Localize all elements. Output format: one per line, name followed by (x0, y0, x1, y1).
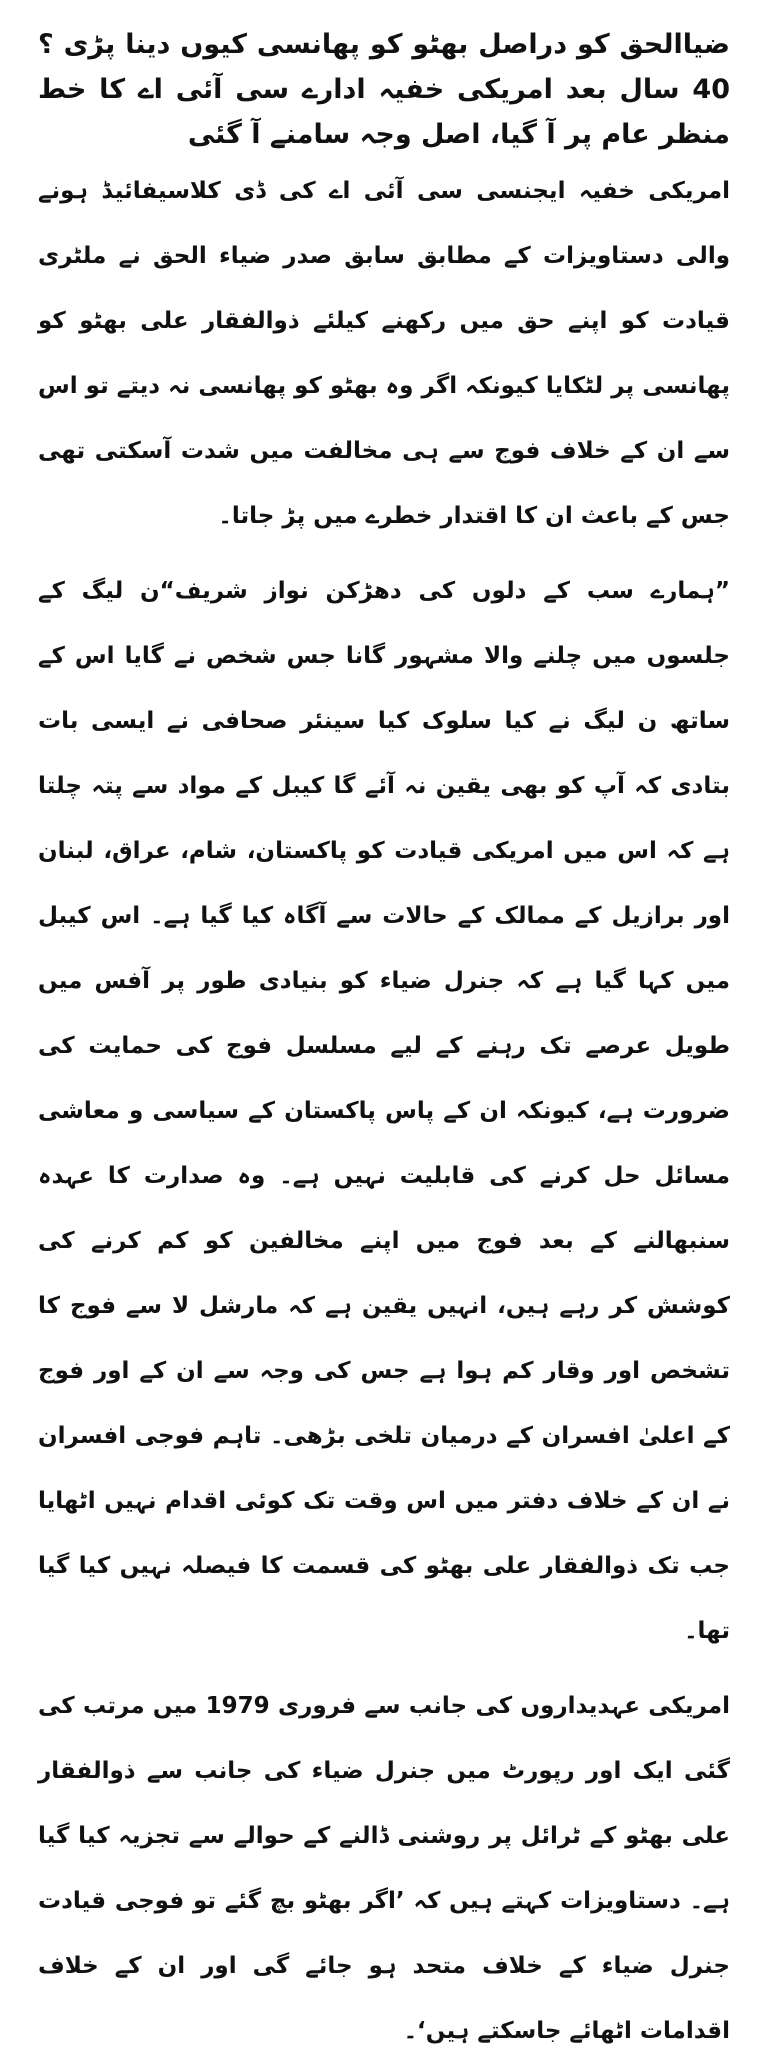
article-paragraph-1: امریکی خفیہ ایجنسی سی آئی اے کی ڈی کلاسیفائیڈ ہونے والی دستاویزات کے مطابق سابق صدر ضیاء الحق نے ملٹری قیادت کو اپنے حق میں رکھنے کیلئے ذوالفقار علی بھٹو کو پھانسی پر لٹکایا کیونکہ اگر وہ بھٹو کو پھانسی نہ دیتے تو اس سے ان کے خلاف فوج سے ہی مخالفت میں شدت آسکتی تھی جس کے باعث ان کا اقتدار خطرے میں پڑ جاتا۔ (38, 178, 730, 529)
article-headline: ضیاالحق کو دراصل بھٹو کو پھانسی کیوں دینا پڑی ؟40 سال بعد امریکی خفیہ ادارے سی آئی اے کا خط منظر عام پر آ گیا، اصل وجہ سامنے آ گئی (38, 29, 730, 150)
article-paragraph-3: امریکی عہدیداروں کی جانب سے فروری 1979 میں مرتب کی گئی ایک اور رپورٹ میں جنرل ضیاء کی جانب سے ذوالفقار علی بھٹو کے ٹرائل پر روشنی ڈالنے کے حوالے سے تجزیہ کیا گیا ہے۔ دستاویزات کہتے ہیں کہ ’اگر بھٹو بچ گئے تو فوجی قیادت جنرل ضیاء کے خلاف متحد ہو جائے گی اور ان کے خلاف اقدامات اٹھائے جاسکتے ہیں‘۔ (38, 1693, 730, 2044)
article (38, 22, 730, 2064)
article-paragraph-2: ”ہمارے سب کے دلوں کی دھڑکن نواز شریف“ن لیگ کے جلسوں میں چلنے والا مشہور گانا جس شخص نے گایا اس کے ساتھ ن لیگ نے کیا سلوک کیا سینئر صحافی نے ایسی بات بتادی کہ آپ کو بھی یقین نہ آئے گا کیبل کے مواد سے پتہ چلتا ہے کہ اس میں امریکی قیادت کو پاکستان، شام، عراق، لبنان اور برازیل کے ممالک کے حالات سے آگاہ کیا گیا ہے۔ اس کیبل میں کہا گیا ہے کہ جنرل ضیاء کو بنیادی طور پر آفس میں طویل عرصے تک رہنے کے لیے مسلسل فوج کی حمایت کی ضرورت ہے، کیونکہ ان کے پاس پاکستان کے سیاسی و معاشی مسائل حل کرنے کی قابلیت نہیں ہے۔ وہ صدارت کا عہدہ سنبھالنے کے بعد فوج میں اپنے مخالفین کو کم کرنے کی کوشش کر رہے ہیں، انہیں یقین ہے کہ مارشل لا سے فوج کا تشخص اور وقار کم ہوا ہے جس کی وجہ سے ان کے اور فوج کے اعلیٰ افسران کے درمیان تلخی بڑھی۔ تاہم فوجی افسران نے ان کے خلاف دفتر میں اس وقت تک کوئی اقدام نہیں اٹھایا جب تک ذوالفقار علی بھٹو کی قسمت کا فیصلہ نہیں کیا گیا تھا۔ (38, 578, 730, 1644)
